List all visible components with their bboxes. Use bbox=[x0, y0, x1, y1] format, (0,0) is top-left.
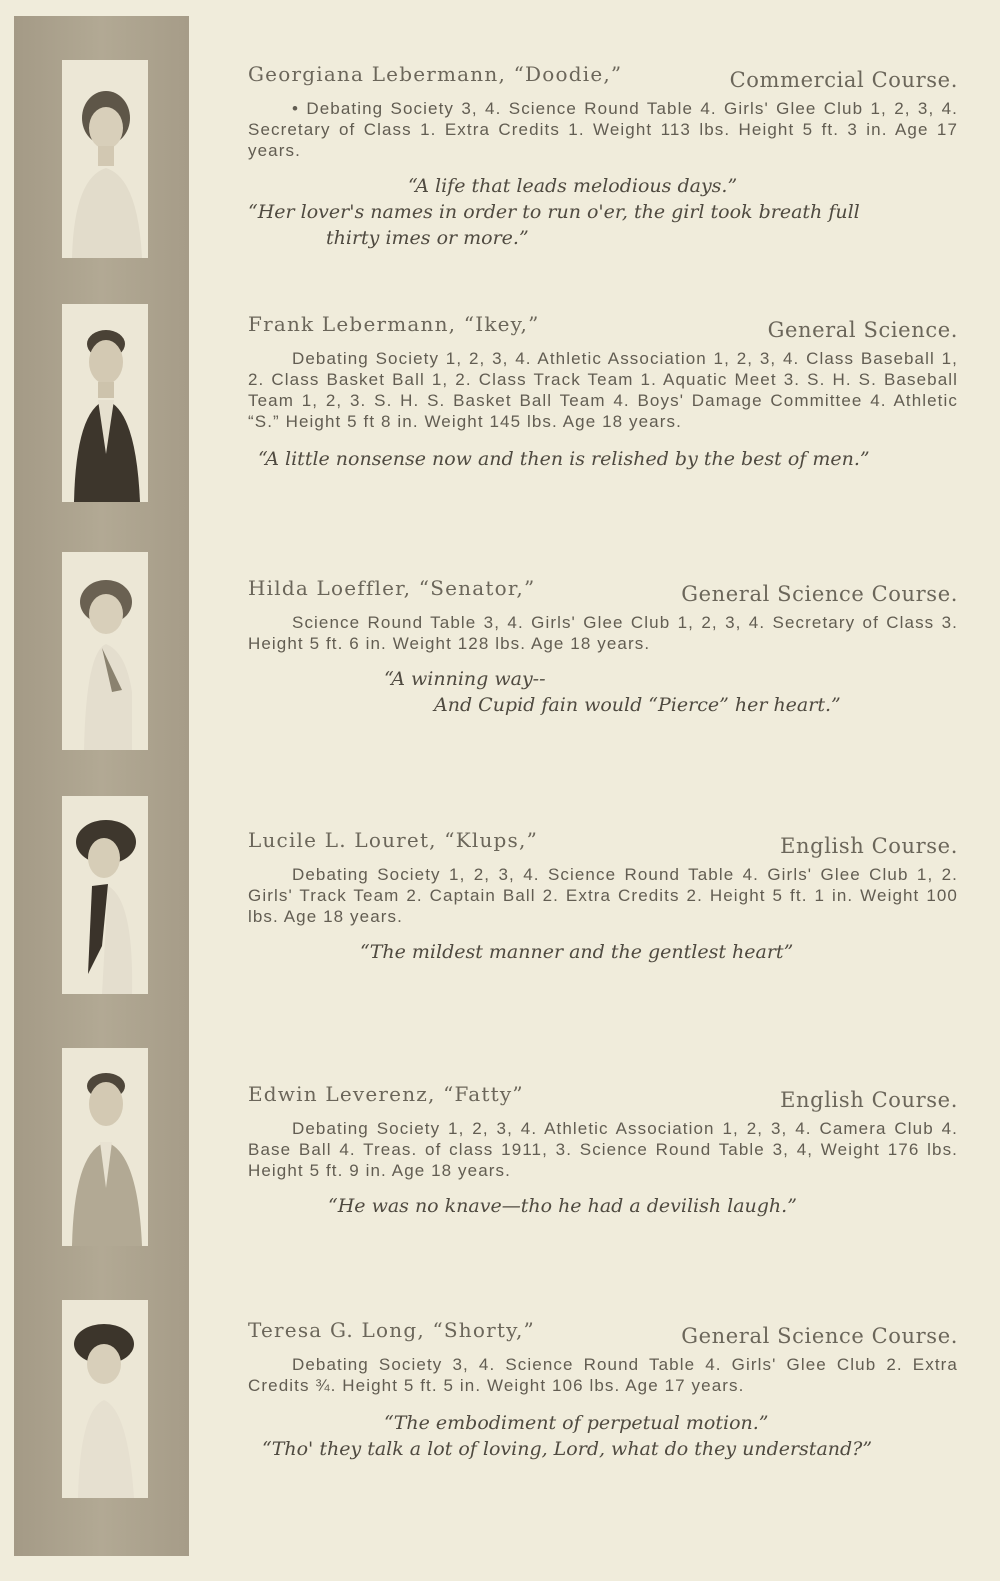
entry-header bbox=[248, 312, 958, 348]
portrait-photo-2 bbox=[62, 304, 148, 502]
photo-strip bbox=[14, 16, 189, 1556]
quote-line: And Cupid fain would “Pierce” her heart.” bbox=[434, 694, 841, 716]
student-name: Georgiana Lebermann, “Doodie,” bbox=[248, 62, 623, 86]
quote-line: “A little nonsense now and then is relished by the best of men.” bbox=[258, 448, 870, 470]
student-entry bbox=[248, 1318, 958, 1462]
student-record: Debating Society 1, 2, 3, 4. Science Round Table 4. Girls' Glee Club 1, 2. Girls' Track Team 2. Captain Ball 2. Extra Credits 2. Height 5 ft. 1 in. Weight 100 lbs. Age 18 years. bbox=[248, 865, 958, 926]
course-name: General Science Course. bbox=[681, 582, 958, 606]
student-record: • Debating Society 3, 4. Science Round Table 4. Girls' Glee Club 1, 2, 3, 4. Secretary of Class 1. Extra Credits 1. Weight 113 lbs. Height 5 ft. 3 in. Age 17 years. bbox=[248, 99, 958, 160]
student-entry bbox=[248, 62, 958, 251]
student-quote bbox=[248, 1410, 958, 1462]
portrait-photo-4 bbox=[62, 796, 148, 994]
student-quote bbox=[248, 173, 958, 251]
portrait-photo-3 bbox=[62, 552, 148, 750]
course-name: General Science Course. bbox=[681, 1324, 958, 1348]
student-name: Teresa G. Long, “Shorty,” bbox=[248, 1318, 535, 1342]
quote-line: “A life that leads melodious days.” bbox=[408, 175, 738, 197]
quote-line: “A winning way-- bbox=[384, 668, 546, 690]
course-name: Commercial Course. bbox=[729, 68, 958, 92]
portrait-photo-6 bbox=[62, 1300, 148, 1498]
student-record: Science Round Table 3, 4. Girls' Glee Club 1, 2, 3, 4. Secretary of Class 3. Height 5 ft. 6 in. Weight 128 lbs. Age 18 years. bbox=[248, 613, 958, 653]
course-name: English Course. bbox=[780, 1088, 958, 1112]
entry-header bbox=[248, 576, 958, 612]
entry-header bbox=[248, 1082, 958, 1118]
entry-header bbox=[248, 828, 958, 864]
course-name: General Science. bbox=[767, 318, 958, 342]
student-record: Debating Society 3, 4. Science Round Table 4. Girls' Glee Club 2. Extra Credits ¾. Height 5 ft. 5 in. Weight 106 lbs. Age 17 years. bbox=[248, 1355, 958, 1395]
student-name: Frank Lebermann, “Ikey,” bbox=[248, 312, 540, 336]
quote-line: “Her lover's names in order to run o'er, the girl took breath full bbox=[248, 201, 860, 223]
student-entry bbox=[248, 1082, 958, 1219]
student-record: Debating Society 1, 2, 3, 4. Athletic Association 1, 2, 3, 4. Camera Club 4. Base Ball 4. Treas. of class 1911, 3. Science Round Table 3, 4, Weight 176 lbs. Height 5 ft. 9 in. Age 18 years. bbox=[248, 1119, 958, 1180]
student-entry bbox=[248, 576, 958, 718]
portrait-photo-5 bbox=[62, 1048, 148, 1246]
student-entry bbox=[248, 828, 958, 965]
student-quote bbox=[248, 446, 958, 472]
student-quote bbox=[248, 666, 958, 718]
student-name: Hilda Loeffler, “Senator,” bbox=[248, 576, 536, 600]
entry-header bbox=[248, 62, 958, 98]
entry-header bbox=[248, 1318, 958, 1354]
student-entry bbox=[248, 312, 958, 472]
student-record: Debating Society 1, 2, 3, 4. Athletic Association 1, 2, 3, 4. Class Baseball 1, 2. Class Basket Ball 1, 2. Class Track Team 1. Aquatic Meet 3. S. H. S. Baseball Team 1, 2, 3. S. H. S. Basket Ball Team 4. Boys' Damage Committee 4. Athletic “S.” Height 5 ft 8 in. Weight 145 lbs. Age 18 years. bbox=[248, 349, 958, 431]
quote-line: “Tho' they talk a lot of loving, Lord, what do they understand?” bbox=[262, 1438, 873, 1460]
student-quote bbox=[248, 939, 958, 965]
course-name: English Course. bbox=[780, 834, 958, 858]
quote-line: “The mildest manner and the gentlest heart” bbox=[360, 941, 794, 963]
student-quote bbox=[248, 1193, 958, 1219]
student-name: Lucile L. Louret, “Klups,” bbox=[248, 828, 538, 852]
quote-line: thirty imes or more.” bbox=[326, 227, 529, 249]
quote-line: “The embodiment of perpetual motion.” bbox=[384, 1412, 769, 1434]
student-name: Edwin Leverenz, “Fatty” bbox=[248, 1082, 524, 1106]
quote-line: “He was no knave—tho he had a devilish laugh.” bbox=[328, 1195, 797, 1217]
portrait-photo-1 bbox=[62, 60, 148, 258]
